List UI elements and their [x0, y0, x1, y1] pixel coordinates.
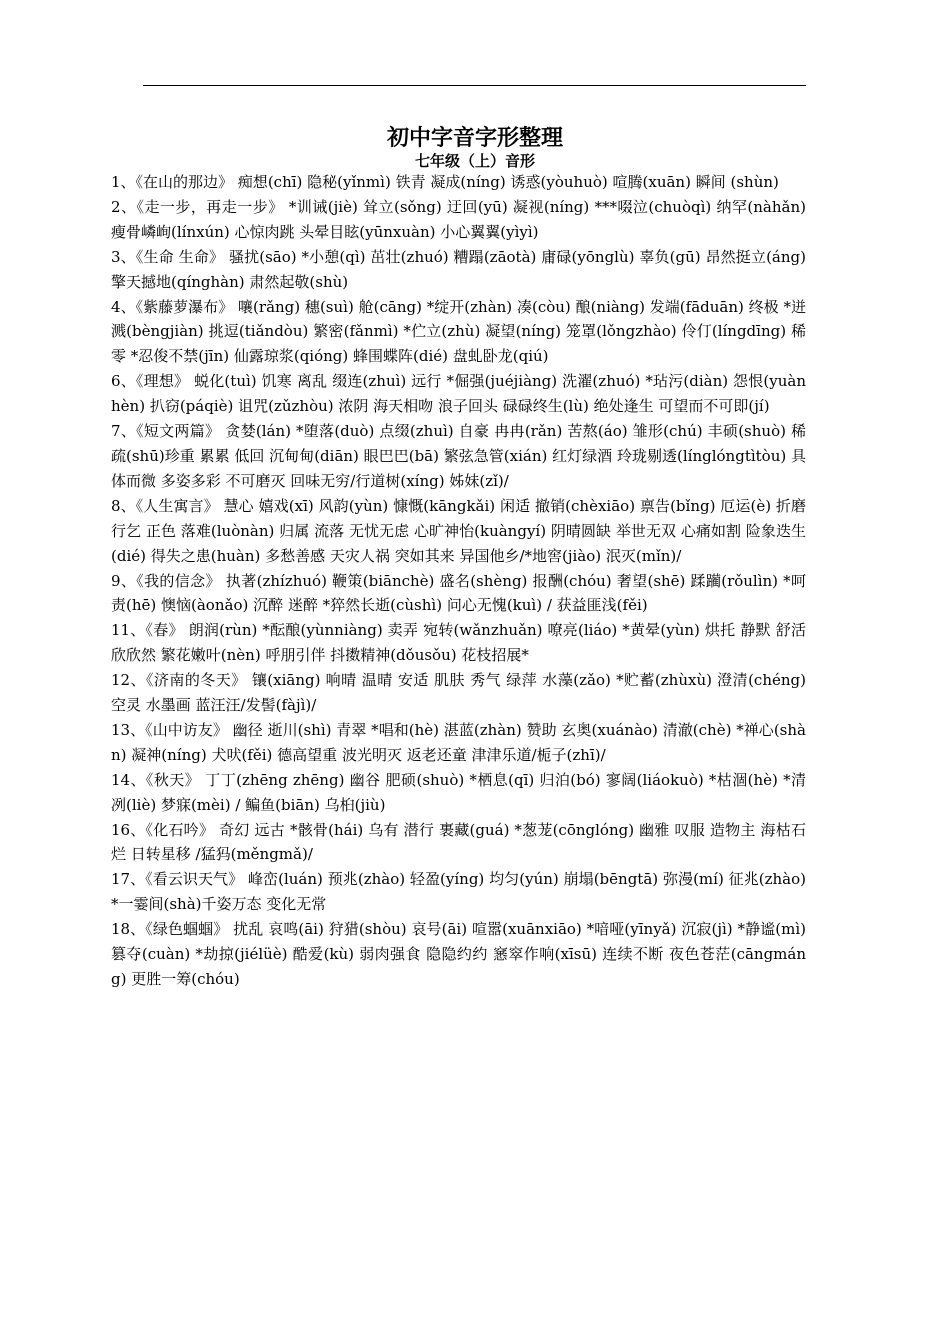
vocab-entry-11: 11、《春》 朗润(rùn) *酝酿(yùnniàng) 卖弄 宛转(wǎnzhuǎn) 嘹亮(liáo) *黄晕(yùn) 烘托 静默 舒活 欣欣然 繁花嫩叶(nèn) 呼朋引伴 抖擞精神(dǒusǒu) 花枝招展*	[111, 621, 806, 665]
vocab-entry-2: 2、《走一步，再走一步》 *训诫(jiè) 耸立(sǒng) 迂回(yū) 凝视(níng) ***啜泣(chuòqì) 纳罕(nàhǎn) 瘦骨嶙峋(línxún) 心惊肉跳 头晕目眩(yūnxuàn) 小心翼翼(yìyì)	[111, 197, 806, 241]
vocab-entry-17: 17、《看云识天气》 峰峦(luán) 预兆(zhào) 轻盈(yíng) 均匀(yún) 崩塌(bēngtā) 弥漫(mí) 征兆(zhào) *一霎间(shà)千姿万态 变化无常	[111, 870, 806, 914]
vocab-entry-7: 7、《短文两篇》 贪婪(lán) *堕落(duò) 点缀(zhuì) 自豪 冉冉(rǎn) 苦熬(áo) 雏形(chú) 丰硕(shuò) 稀疏(shū)珍重 累累 低回 沉甸甸(diān) 眼巴巴(bā) 繁弦急管(xián) 红灯绿酒 玲珑剔透(línglóngtìtòu) 具体而微 多姿多彩 不可磨灭 回味无穷/行道树(xíng) 姊妹(zǐ)/	[111, 422, 806, 490]
vocab-entry-18: 18、《绿色蝈蝈》 扰乱 哀鸣(āi) 狩猎(shòu) 哀号(āi) 喧嚣(xuānxiāo) *喑哑(yīnyǎ) 沉寂(jì) *静谧(mì) 篡夺(cuàn) *劫掠(jiélüè) 酷爱(kù) 弱肉强食 隐隐约约 窸窣作响(xīsū) 连续不断 夜色苍茫(cāngmáng) 更胜一筹(chóu)	[111, 920, 806, 988]
vocab-list	[111, 170, 806, 992]
vocab-entry-8: 8、《人生寓言》 慧心 嬉戏(xī) 风韵(yùn) 慷慨(kāngkǎi) 闲适 撤销(chèxiāo) 禀告(bǐng) 厄运(è) 折磨 行乞 正色 落难(luònàn) 归属 流落 无忧无虑 心旷神怡(kuàngyí) 阴晴圆缺 举世无双 心痛如割 险象迭生(dié) 得失之患(huàn) 多愁善感 天灾人祸 突如其来 异国他乡/*地窖(jiào) 泯灭(mǐn)/	[111, 496, 806, 565]
vocab-entry-13: 13、《山中访友》 幽径 逝川(shì) 青翠 *唱和(hè) 湛蓝(zhàn) 赞助 玄奥(xuánào) 清澈(chè) *禅心(shàn) 凝神(níng) 犬吠(fěi) 德高望重 波光明灭 返老还童 津津乐道/栀子(zhī)/	[111, 720, 806, 764]
vocab-entry-9: 9、《我的信念》 执著(zhízhuó) 鞭策(biānchè) 盛名(shèng) 报酬(chóu) 奢望(shē) 蹂躏(rǒulìn) *呵责(hē) 懊恼(àonǎo) 沉醉 迷醉 *猝然长逝(cùshì) 问心无愧(kuì) / 获益匪浅(fěi)	[111, 571, 806, 615]
vocab-entry-1: 1、《在山的那边》 痴想(chī) 隐秘(yǐnmì) 铁青 凝成(níng) 诱惑(yòuhuò) 喧腾(xuān) 瞬间 (shùn)	[111, 173, 779, 191]
vocab-entry-4: 4、《紫藤萝瀑布》 嚷(rǎng) 穗(suì) 舱(cāng) *绽开(zhàn) 凑(còu) 酿(niàng) 发端(fāduān) 终极 *迸溅(bèngjiàn) 挑逗(tiǎndòu) 繁密(fǎnmì) *伫立(zhù) 凝望(níng) 笼罩(lǒngzhào) 伶仃(língdīng) 稀零 *忍俊不禁(jīn) 仙露琼浆(qióng) 蜂围蝶阵(dié) 盘虬卧龙(qiú)	[111, 297, 806, 366]
vocab-entry-6: 6、《理想》 蜕化(tuì) 饥寒 离乱 缀连(zhuì) 远行 *倔强(juéjiàng) 洗濯(zhuó) *玷污(diàn) 怨恨(yuànhèn) 扒窃(páqiè) 诅咒(zǔzhòu) 浓阴 海天相吻 浪子回头 碌碌终生(lù) 绝处逢生 可望而不可即(jí)	[111, 372, 806, 416]
vocab-entry-12: 12、《济南的冬天》 镶(xiāng) 响晴 温晴 安适 肌肤 秀气 绿萍 水藻(zǎo) *贮蓄(zhùxù) 澄清(chéng) 空灵 水墨画 蓝汪汪/发髻(fàjì)/	[111, 671, 806, 715]
header-rule	[143, 85, 806, 86]
vocab-entry-16: 16、《化石吟》 奇幻 远古 *骸骨(hái) 乌有 潜行 裹藏(guá) *葱茏(cōnglóng) 幽雅 叹服 造物主 海枯石烂 日转星移 /猛犸(měngmǎ)/	[111, 820, 806, 864]
vocab-entry-3: 3、《生命 生命》 骚扰(sāo) *小憩(qì) 茁壮(zhuó) 糟蹋(zāotà) 庸碌(yōnglù) 辜负(gū) 昂然挺立(áng) 擎天撼地(qínghàn) 肃然起敬(shù)	[111, 247, 806, 291]
page-subtitle: 七年级（上）音形	[414, 152, 535, 170]
page-title: 初中字音字形整理	[386, 125, 563, 151]
vocab-entry-14: 14、《秋天》 丁丁(zhēng zhēng) 幽谷 肥硕(shuò) *栖息(qī) 归泊(bó) 寥阔(liáokuò) *枯涸(hè) *清冽(liè) 梦寐(mèi) / 鳊鱼(biān) 乌桕(jiù)	[111, 770, 806, 814]
